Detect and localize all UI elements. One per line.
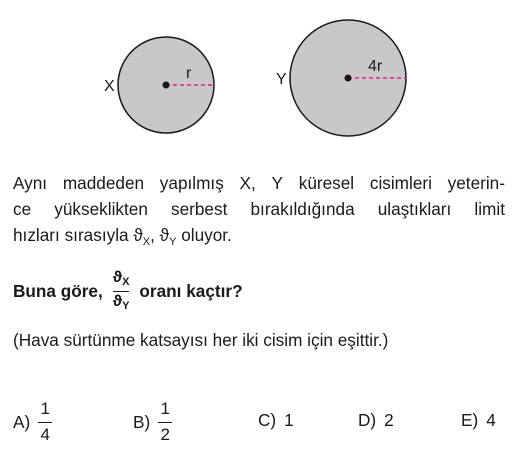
choice-letter: A) [13, 411, 31, 432]
choice-letter: C) [258, 410, 277, 430]
word: ulaştıkları [377, 199, 452, 219]
statement-line-1 [13, 170, 505, 196]
choice-numerator: 1 [160, 399, 170, 418]
separator: , [150, 225, 160, 245]
sphere-x-radius-label: r [186, 65, 192, 82]
statement-line-2 [13, 196, 505, 222]
choice-numerator: 1 [40, 399, 50, 418]
sphere-x-center-dot [163, 82, 170, 89]
ratio-fraction [113, 270, 130, 312]
sphere-y-radius-label: 4r [368, 58, 383, 75]
word: serbest [171, 199, 228, 219]
sphere-x-label: X [104, 78, 115, 95]
statement-line-3 [13, 222, 505, 255]
subscript-y: Y [122, 299, 130, 312]
word: Y [271, 173, 283, 193]
word: limit [474, 199, 505, 219]
choice-b[interactable] [133, 400, 172, 444]
word: bırakıldığında [250, 199, 355, 219]
fraction-bar [158, 422, 172, 423]
sphere-y-label: Y [276, 71, 287, 88]
answer-choices [13, 400, 505, 460]
choice-denominator: 2 [160, 424, 170, 444]
theta-symbol: ϑ [133, 225, 143, 245]
choice-a[interactable] [13, 400, 52, 444]
word: yeterin- [447, 173, 505, 193]
sphere-y-center-dot [345, 75, 352, 82]
word: yapılmış [159, 173, 224, 193]
velocity-x-symbol [133, 222, 150, 255]
spheres-figure [0, 0, 518, 165]
line3-suffix: oluyor. [176, 225, 232, 245]
choice-letter: B) [133, 411, 151, 432]
question [13, 270, 243, 312]
choice-value: 1 [284, 410, 294, 430]
word: yükseklikten [54, 199, 148, 219]
question-suffix: oranı kaçtır? [139, 280, 243, 301]
word: ce [13, 199, 32, 219]
question-prefix: Buna göre, [13, 280, 103, 301]
problem-statement [13, 170, 505, 255]
word: Aynı [13, 173, 48, 193]
choice-fraction [158, 400, 172, 444]
fraction-numerator [113, 270, 130, 289]
choice-letter: E) [461, 410, 479, 430]
subscript-x: X [142, 236, 151, 248]
choice-letter: D) [358, 410, 377, 430]
theta-symbol: ϑ [159, 225, 170, 245]
choice-denominator: 4 [40, 424, 50, 444]
theta-symbol: ϑ [112, 292, 123, 310]
choice-fraction [38, 400, 52, 444]
fraction-bar [113, 291, 130, 292]
fraction-denominator [113, 294, 130, 313]
word: X, [239, 173, 256, 193]
subscript-y: Y [169, 236, 177, 248]
word: cisimleri [369, 173, 432, 193]
note-text: (Hava sürtünme katsayısı her iki cisim için eşittir.) [13, 330, 389, 350]
sphere-x [104, 37, 214, 133]
choice-value: 4 [486, 410, 496, 430]
sphere-y [276, 20, 406, 136]
word: maddeden [62, 173, 145, 193]
choice-d[interactable] [358, 410, 394, 431]
line3-prefix: hızları sırasıyla [13, 225, 134, 245]
fraction-bar [38, 422, 52, 423]
choice-e[interactable] [461, 410, 496, 431]
choice-value: 2 [384, 410, 394, 430]
velocity-y-symbol [160, 222, 177, 255]
word: küresel [298, 173, 355, 193]
theta-symbol: ϑ [112, 269, 123, 286]
choice-c[interactable] [258, 410, 294, 431]
subscript-x: X [122, 276, 130, 288]
